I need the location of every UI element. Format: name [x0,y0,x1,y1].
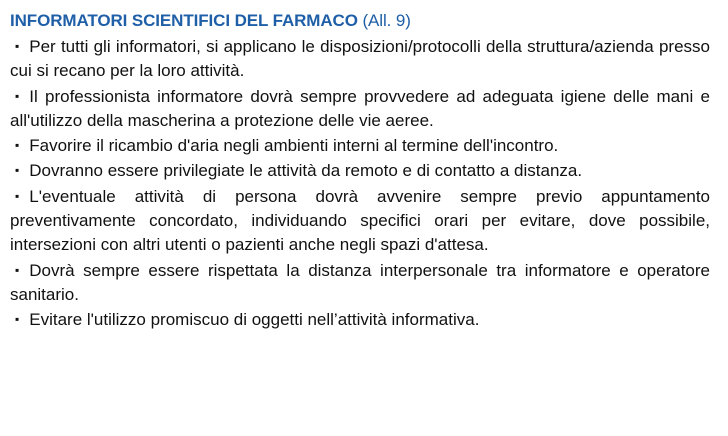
list-item-text: Il professionista informatore dovrà sempre provvedere ad adeguata igiene delle mani e all'utilizzo della mascherina a protezione delle vie aeree. [10,86,710,130]
bullet-icon: ▪ [15,163,20,178]
list-item-text: L'eventuale attività di persona dovrà avvenire sempre previo appuntamento preventivamente concordato, individuando specifici orari per evitare, dove possibile, intersezioni con altri utenti o pazienti anche negli spazi d'attesa. [10,186,710,255]
list-item [10,258,710,308]
list-item-text: Dovrà sempre essere rispettata la distanza interpersonale tra informatore e operatore sanitario. [10,260,710,304]
bullet-icon: ▪ [15,262,20,277]
list-item [10,34,710,84]
bullet-icon: ▪ [15,188,20,203]
list-item [10,84,710,134]
document [10,8,710,333]
bullet-icon: ▪ [15,312,20,327]
list-item-text: Evitare l'utilizzo promiscuo di oggetti nell’attività informativa. [29,310,480,330]
list-item-text: Dovranno essere privilegiate le attività da remoto e di contatto a distanza. [29,161,583,181]
list-item [10,184,710,258]
section-title [10,8,710,34]
list-item-text: Per tutti gli informatori, si applicano le disposizioni/protocolli della struttura/azienda presso cui si recano per la loro attività. [10,37,710,81]
section-title-text: INFORMATORI SCIENTIFICI DEL FARMACO [10,11,358,30]
list-item-text: Favorire il ricambio d'aria negli ambienti interni al termine dell'incontro. [29,136,559,156]
bullet-icon: ▪ [15,39,20,53]
list-item [10,133,710,158]
bullet-icon: ▪ [15,88,20,103]
bullet-icon: ▪ [15,138,20,153]
list-item [10,307,710,332]
list-item [10,158,710,183]
section-title-annex: (All. 9) [362,11,411,30]
